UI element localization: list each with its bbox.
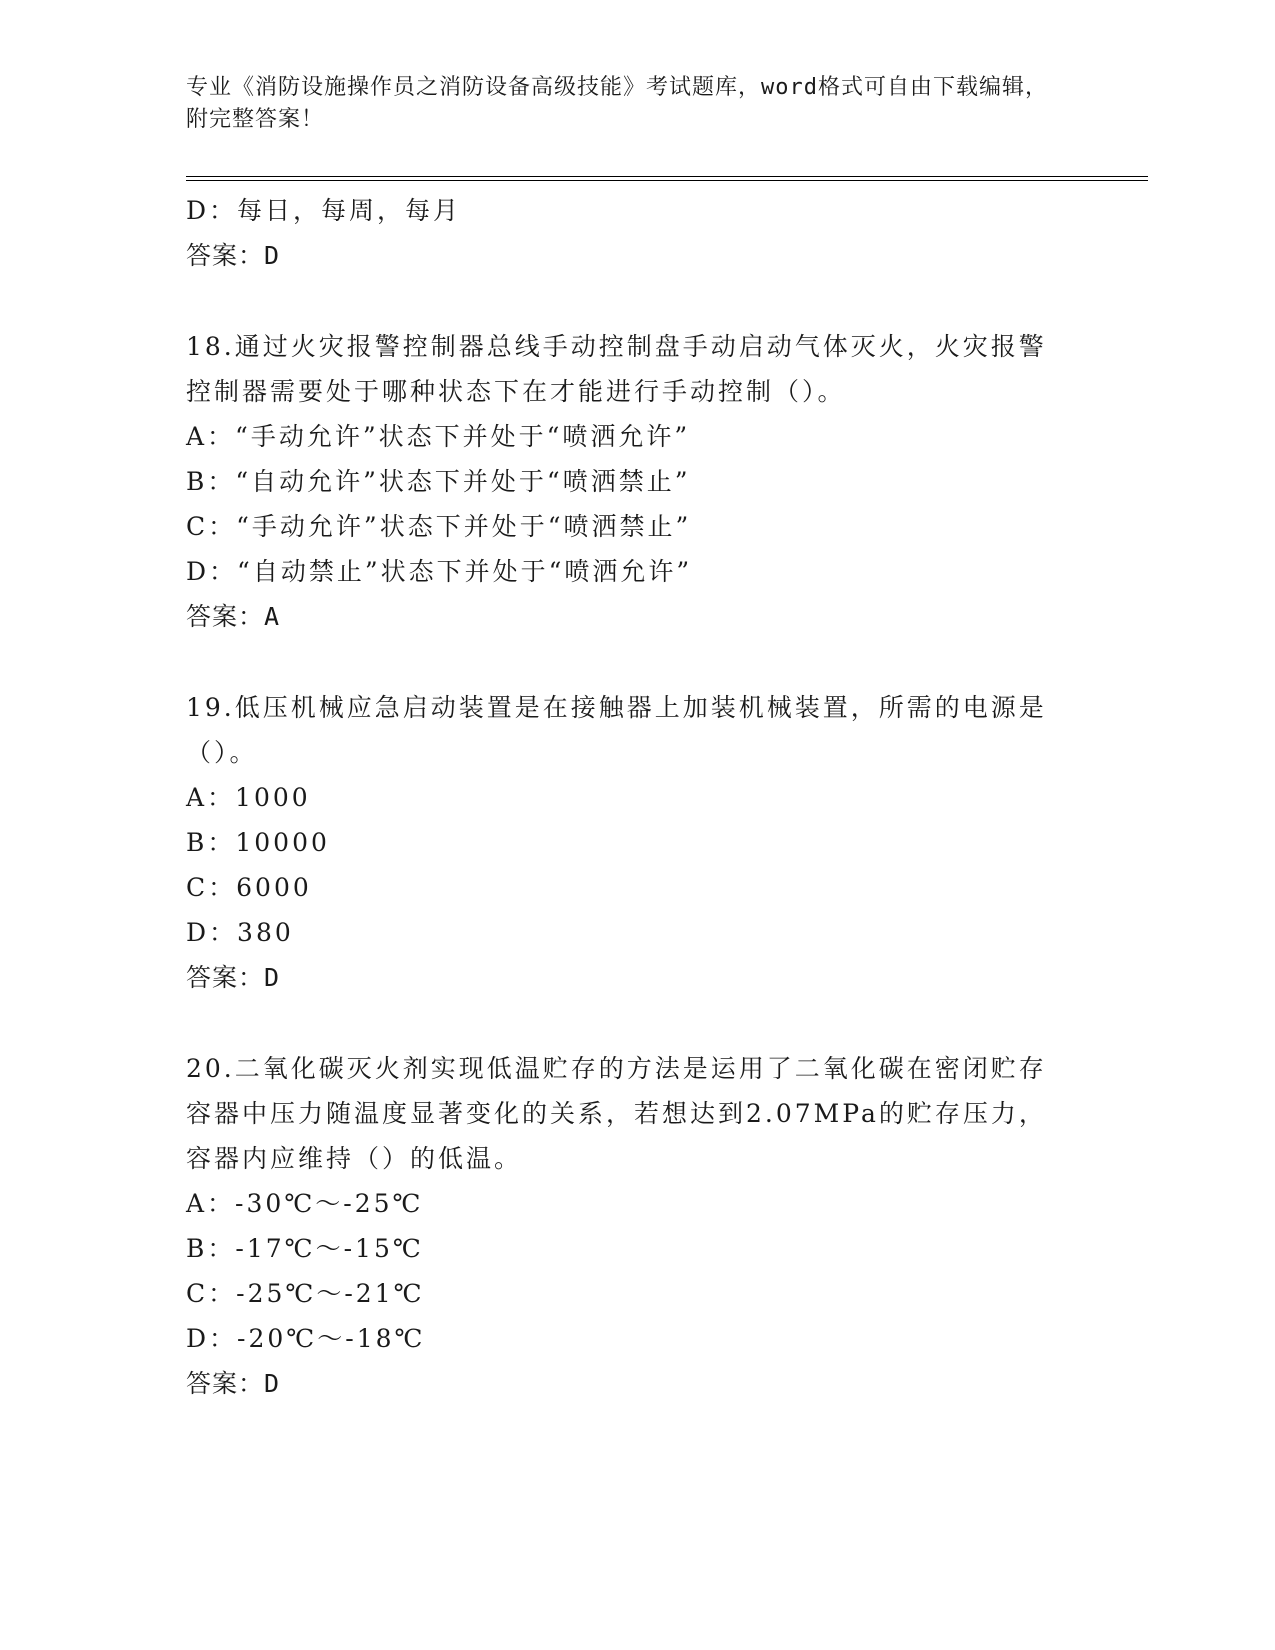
option-a: A：-30℃～-25℃ (186, 1189, 424, 1218)
header-divider-top (186, 176, 1148, 177)
question-18 (186, 324, 1066, 639)
question-19 (186, 685, 1066, 1000)
option-b: B：-17℃～-15℃ (186, 1234, 424, 1263)
question-stem: 容器中压力随温度显著变化的关系，若想达到2.07MPa的贮存压力， (186, 1099, 1047, 1128)
option-d: D：380 (186, 918, 294, 947)
answer-line: 答案：D (186, 1369, 281, 1398)
question-list (186, 188, 1066, 1406)
question-17-tail (186, 188, 1066, 278)
question-stem: 控制器需要处于哪种状态下在才能进行手动控制（）。 (186, 377, 846, 406)
answer-line: 答案：D (186, 241, 281, 270)
option-c: C：6000 (186, 873, 312, 902)
option-b: B：“自动允许”状态下并处于“喷洒禁止” (186, 467, 691, 496)
option-a: A：1000 (186, 783, 311, 812)
question-stem: 18.通过火灾报警控制器总线手动控制盘手动启动气体灭火，火灾报警 (186, 332, 1047, 361)
option-c: C：-25℃～-21℃ (186, 1279, 425, 1308)
answer-line: 答案：D (186, 963, 281, 992)
answer-line: 答案：A (186, 602, 281, 631)
option-d: D：“自动禁止”状态下并处于“喷洒允许” (186, 557, 693, 586)
question-20 (186, 1046, 1066, 1406)
question-stem: 19.低压机械应急启动装置是在接触器上加装机械装置，所需的电源是 (186, 693, 1047, 722)
question-stem: （）。 (186, 738, 258, 767)
option-d: D：每日，每周，每月 (186, 196, 462, 225)
option-b: B：10000 (186, 828, 330, 857)
option-a: A：“手动允许”状态下并处于“喷洒允许” (186, 422, 691, 451)
option-c: C：“手动允许”状态下并处于“喷洒禁止” (186, 512, 692, 541)
option-d: D：-20℃～-18℃ (186, 1324, 426, 1353)
question-stem: 20.二氧化碳灭火剂实现低温贮存的方法是运用了二氧化碳在密闭贮存 (186, 1054, 1047, 1083)
header-divider-bottom (186, 180, 1148, 181)
document-header: 专业《消防设施操作员之消防设备高级技能》考试题库，word格式可自由下载编辑，附完整答案！ (186, 75, 1048, 132)
question-stem: 容器内应维持（）的低温。 (186, 1144, 523, 1173)
